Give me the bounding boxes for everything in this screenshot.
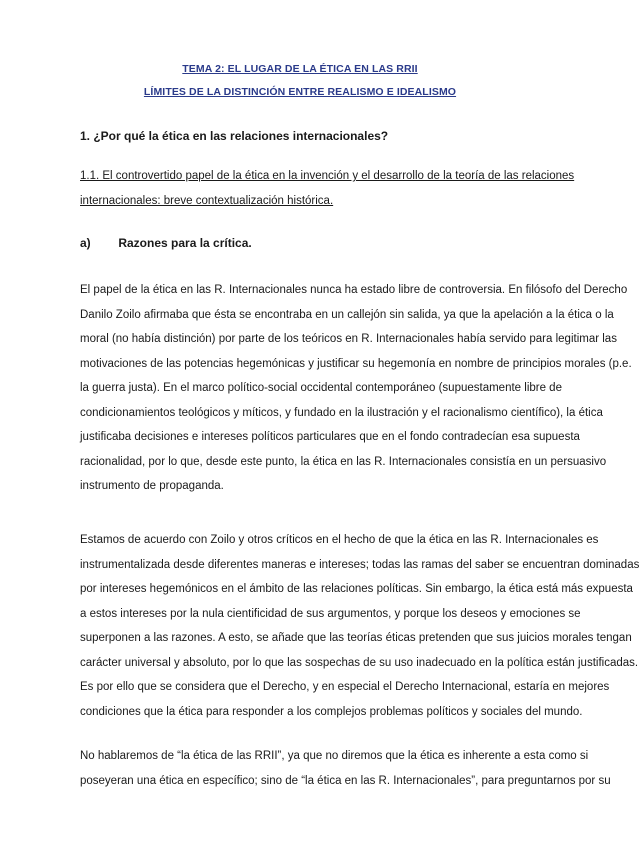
text-line: instrumentalizada desde diferentes maneras e intereses; todas las ramas del saber se encuentran dominadas [80,558,639,571]
text-line: moral (no había distinción) por parte de los teóricos en R. Internacionales había servido para legitimar las [80,333,617,345]
text-line: a estos intereses por la nula cientificidad de sus argumentos, y porque los deseos y emociones se [80,607,581,620]
text-line: Estamos de acuerdo con Zoilo y otros críticos en el hecho de que la ética en las R. Internacionales es [80,534,599,546]
paragraph-1 [80,278,632,499]
text-line: superponen a las razones. A esto, se añade que las teorías éticas pretenden que sus juicios morales tengan [80,632,632,644]
text-line: Danilo Zoilo afirmaba que ésta se encontraba en un callejón sin salida, ya que la apelación a la ética o la [80,308,614,321]
text-line: por intereses hegemónicos en el ámbito de las relaciones políticas. Sin embargo, la ética está más expuesta [80,583,633,595]
document-title: TEMA 2: EL LUGAR DE LA ÉTICA EN LAS RRII [182,63,418,75]
subsection-heading [80,170,575,219]
subsection-heading-line: 1.1. El controvertido papel de la ética en la invención y el desarrollo de la teoría de las relaciones [80,170,575,182]
text-line: justificaba decisiones e intereses políticos particulares que en el fondo contradecían esa supuesta [80,431,580,443]
subsubsection-heading [80,236,252,250]
text-line: motivaciones de las potencias hegemónicas y justificar su hegemonía en nombre de principios morales (p.e. [80,357,632,370]
subsection-heading-line: internacionales: breve contextualización histórica. [80,194,334,207]
text-line: instrumento de propaganda. [80,480,224,492]
paragraph-2 [80,528,639,724]
subsubsection-title: Razones para la crítica. [118,236,252,250]
text-line: la guerra justa). En el marco político-social occidental contemporáneo (supuestamente libre de [80,382,562,394]
text-line: No hablaremos de “la ética de las RRII”, ya que no diremos que la ética es inherente a esta como si [80,750,589,762]
text-line: Es por ello que se considera que el Derecho, y en especial el Derecho Internacional, estaría en mejores [80,681,610,693]
text-line: poseyeran una ética en específico; sino de “la ética en las R. Internacionales”, para preguntarnos por su [80,774,611,787]
text-line: condiciones que la ética para responder a los complejos problemas políticos y sociales del mundo. [80,705,583,718]
text-line: carácter universal y absoluto, por lo que las sospechas de su uso inadecuado en la política están justificadas. [80,656,639,669]
text-line: condicionamientos teológicos y míticos, y fundado en la ilustración y el racionalismo científico), la ética [80,406,603,419]
document-subtitle: LÍMITES DE LA DISTINCIÓN ENTRE REALISMO E IDEALISMO [143,86,457,98]
paragraph-3 [80,744,611,793]
text-line: El papel de la ética en las R. Internacionales nunca ha estado libre de controversia. En filósofo del Derecho [80,284,628,296]
section-heading: 1. ¿Por qué la ética en las relaciones internacionales? [80,129,389,143]
subsubsection-letter: a) [80,236,91,250]
text-line: racionalidad, por lo que, desde este punto, la ética en las R. Internacionales consistía en un persuasivo [80,455,607,468]
